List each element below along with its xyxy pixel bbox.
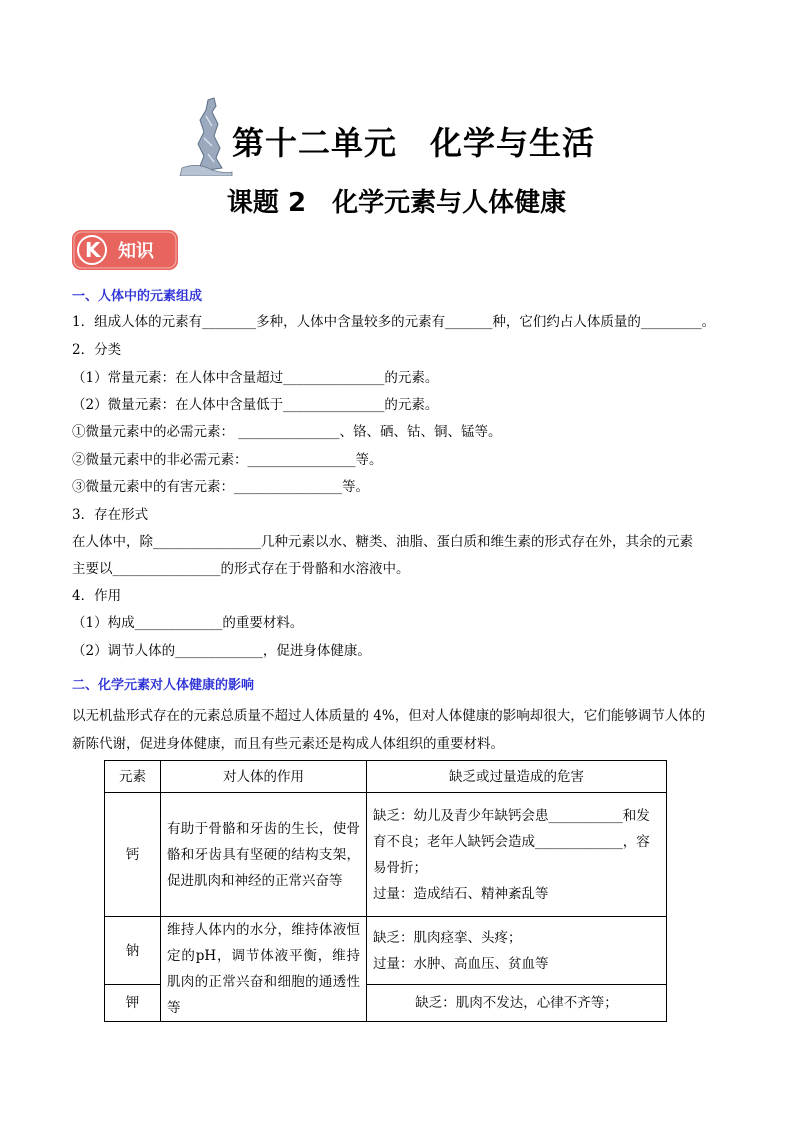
harm-line: 缺乏：幼儿及青少年缺钙会患___________和发 (373, 807, 650, 824)
harm-cell (367, 917, 667, 985)
text-line: 主要以________________的形式存在于骨骼和水溶液中。 (72, 561, 410, 577)
text-line: 4．作用 (72, 588, 122, 604)
table-header-cell: 缺乏或过量造成的危害 (367, 761, 667, 793)
harm-line: 过量：水肿、高血压、贫血等 (373, 955, 549, 972)
lesson-title: 课题 2 化学元素与人体健康 (226, 188, 567, 218)
element-effects-table (104, 760, 667, 1022)
text-line: ①微量元素中的必需元素： _______________、铬、硒、钴、铜、锰等。 (72, 424, 502, 440)
table-row (105, 793, 667, 917)
effect-cell: 维持人体内的水分，维持体液恒定的pH，调节体液平衡，维持肌肉的正常兴奋和细胞的通透性等 (161, 917, 367, 1022)
harm-cell: 缺乏：肌肉不发达，心律不齐等； (367, 985, 667, 1022)
text-line: 3．存在形式 (72, 507, 149, 523)
text-line: （1）构成_____________的重要材料。 (72, 615, 304, 631)
text-line: （2）调节人体的_____________，促进身体健康。 (72, 643, 371, 659)
table-header-cell: 对人体的作用 (161, 761, 367, 793)
harm-line: 育不良；老年人缺钙会造成_____________，容 (373, 833, 650, 850)
element-cell: 钙 (105, 793, 161, 917)
knowledge-badge (72, 230, 178, 270)
text-line: 1．组成人体的元素有________多种，人体中含量较多的元素有_______种，它们约占人体质量的_________。 (72, 314, 716, 330)
harm-cell (367, 793, 667, 917)
section-heading: 一、人体中的元素组成 (72, 289, 203, 304)
text-line: 2．分类 (72, 342, 122, 358)
text-line: ②微量元素中的非必需元素：________________等。 (72, 452, 383, 468)
text-line: 在人体中，除________________几种元素以水、糖类、油脂、蛋白质和维生素的形式存在外，其余的元素 (72, 534, 693, 550)
text-line: 新陈代谢，促进身体健康，而且有些元素还是构成人体组织的重要材料。 (72, 736, 504, 752)
text-line: 以无机盐形式存在的元素总质量不超过人体质量的 4%，但对人体健康的影响却很大，它们能够调节人体的 (72, 708, 706, 724)
badge-letter: K (85, 238, 101, 262)
text-line: （1）常量元素：在人体中含量超过_______________的元素。 (72, 370, 439, 386)
harm-line: 缺乏：肌肉痉挛、头疼； (373, 929, 522, 946)
harm-line: 过量：造成结石、精神紊乱等 (373, 885, 549, 902)
table-header-cell: 元素 (105, 761, 161, 793)
element-cell: 钠 (105, 917, 161, 985)
text-line: ③微量元素中的有害元素：________________等。 (72, 479, 369, 495)
sculpture-decoration (178, 96, 234, 176)
table-row (105, 917, 667, 985)
unit-title: 第十二单元 化学与生活 (232, 124, 596, 162)
text-line: （2）微量元素：在人体中含量低于_______________的元素。 (72, 397, 439, 413)
effect-cell: 有助于骨骼和牙齿的生长，使骨骼和牙齿具有坚硬的结构支架，促进肌肉和神经的正常兴奋等 (161, 793, 367, 917)
element-cell: 钾 (105, 985, 161, 1022)
harm-line: 易骨折； (373, 859, 427, 876)
table-header-row (105, 761, 667, 793)
section-heading: 二、化学元素对人体健康的影响 (72, 678, 255, 693)
badge-text: 知识 (118, 241, 154, 262)
